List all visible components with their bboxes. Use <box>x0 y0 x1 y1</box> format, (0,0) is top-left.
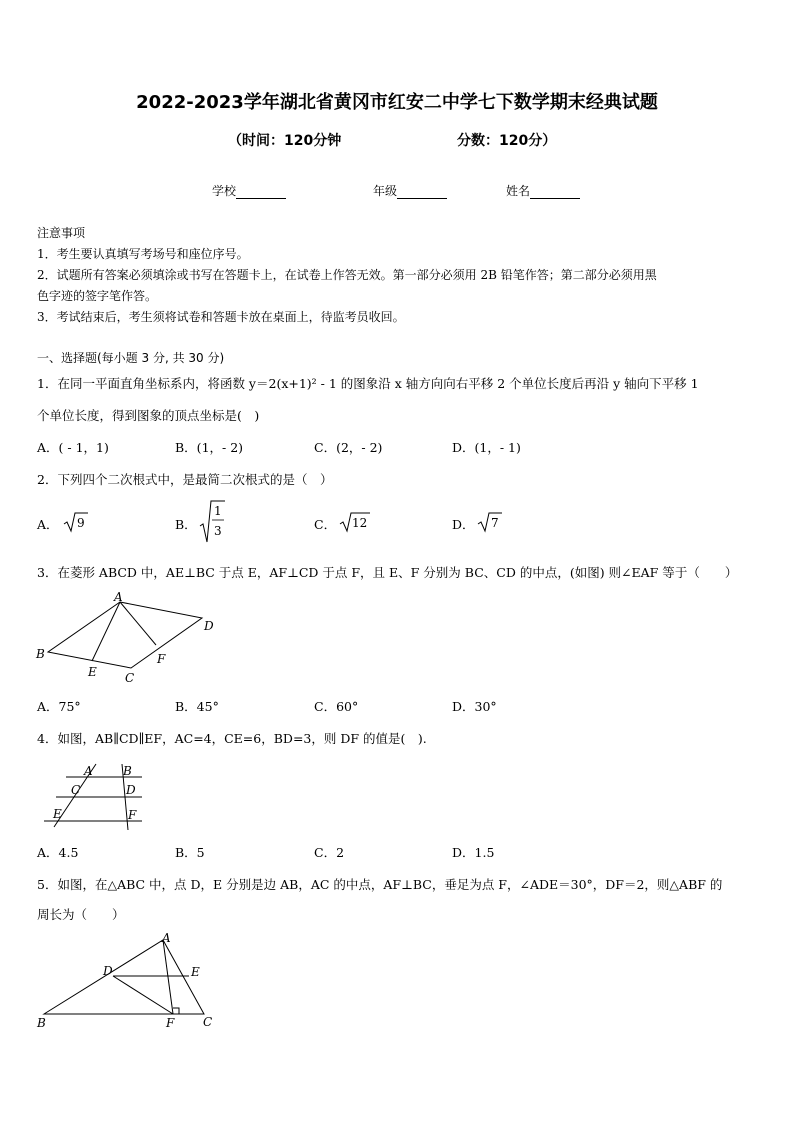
q2-option-a[interactable] <box>37 515 59 533</box>
q1-option-d[interactable]: D．(1，- 1) <box>452 440 521 455</box>
q3-option-d[interactable]: D．30° <box>452 699 497 714</box>
q4-label-c: C <box>71 783 81 797</box>
q2-d-radical <box>477 510 503 534</box>
q2-a-radicand: 9 <box>77 516 85 530</box>
note-item: 1．考生要认真填写考场号和座位序号。 <box>37 247 249 261</box>
school-blank[interactable] <box>236 186 286 199</box>
note-item: 2．试题所有答案必须填涂或书写在答题卡上，在试卷上作答无效。第一部分必须用 2B 铅笔作答；第二部分必须用黑 <box>37 268 657 282</box>
q4-option-a[interactable]: A．4.5 <box>37 845 79 860</box>
grade-field <box>373 182 447 199</box>
time-label: （时间：120分钟 <box>228 133 342 149</box>
grade-label: 年级 <box>373 184 398 198</box>
q3-label-f: F <box>157 652 166 666</box>
q2-option-b-label: B． <box>175 517 197 532</box>
q2-c-radicand: 12 <box>352 516 368 530</box>
notes-heading: 注意事项 <box>37 226 86 240</box>
q4-option-b[interactable]: B．5 <box>175 845 205 860</box>
q3-option-a[interactable]: A．75° <box>37 699 81 714</box>
q4-parallel-lines-figure <box>38 760 158 832</box>
q2-d-radicand: 7 <box>491 516 499 530</box>
q2-option-a-label: A． <box>37 517 59 532</box>
q5-label-f: F <box>166 1016 175 1030</box>
q2-option-c[interactable] <box>314 515 336 533</box>
q4-option-d[interactable]: D．1.5 <box>452 845 495 860</box>
q2-option-c-label: C． <box>314 517 337 532</box>
q4-label-f: F <box>128 808 137 822</box>
q4-label-e: E <box>53 807 62 821</box>
q3-option-b[interactable]: B．45° <box>175 699 219 714</box>
q4-option-c[interactable]: C．2 <box>314 845 345 860</box>
q5-stem-line2: 周长为（ ） <box>37 907 125 922</box>
q3-label-a: A <box>114 590 123 604</box>
q5-stem-line1: 5．如图，在△ABC 中，点 D，E 分别是边 AB，AC 的中点，AF⊥BC，垂足为点 F，∠ADE＝30°，DF＝2，则△ABF 的 <box>37 877 723 892</box>
q5-label-a: A <box>162 931 171 945</box>
name-blank[interactable] <box>530 186 580 199</box>
q2-stem: 2．下列四个二次根式中，是最简二次根式的是（ ） <box>37 472 333 487</box>
q3-rhombus-figure <box>30 588 230 688</box>
q3-option-c[interactable]: C．60° <box>314 699 359 714</box>
q1-option-c[interactable]: C．(2，- 2) <box>314 440 383 455</box>
q1-option-b[interactable]: B．(1，- 2) <box>175 440 244 455</box>
school-field <box>212 182 286 199</box>
q2-option-b[interactable] <box>175 515 197 533</box>
q4-label-b: B <box>123 764 132 778</box>
q4-stem: 4．如图，AB∥CD∥EF，AC=4，CE=6，BD=3，则 DF 的值是( ). <box>37 731 427 746</box>
name-field <box>506 182 580 199</box>
q3-label-e: E <box>88 665 97 679</box>
q4-label-d: D <box>126 783 136 797</box>
q2-b-numerator: 1 <box>214 504 222 518</box>
grade-blank[interactable] <box>397 186 447 199</box>
q5-label-d: D <box>103 964 113 978</box>
q2-a-radical <box>63 510 89 534</box>
section-heading: 一、选择题(每小题 3 分, 共 30 分) <box>37 351 225 365</box>
note-item: 3．考试结束后，考生须将试卷和答题卡放在桌面上，待监考员收回。 <box>37 310 405 324</box>
q3-label-b: B <box>36 647 45 661</box>
school-label: 学校 <box>212 184 237 198</box>
q2-option-d[interactable] <box>452 515 475 533</box>
exam-title: 2022-2023学年湖北省黄冈市红安二中学七下数学期末经典试题 <box>136 92 658 113</box>
q2-b-radical <box>199 498 227 544</box>
q5-label-c: C <box>203 1015 213 1029</box>
q2-b-denominator: 3 <box>214 524 222 538</box>
q5-label-b: B <box>37 1016 46 1030</box>
q2-c-radical <box>339 510 371 534</box>
q5-triangle-figure <box>30 930 230 1030</box>
q5-label-e: E <box>191 965 200 979</box>
name-label: 姓名 <box>506 184 531 198</box>
q3-label-d: D <box>204 619 214 633</box>
q1-stem-line2: 个单位长度，得到图象的顶点坐标是( ) <box>37 408 260 423</box>
q2-option-d-label: D． <box>452 517 475 532</box>
q3-label-c: C <box>125 671 135 685</box>
note-item: 色字迹的签字笔作答。 <box>37 289 158 303</box>
score-label: 分数：120分） <box>457 133 557 149</box>
q3-stem: 3．在菱形 ABCD 中，AE⊥BC 于点 E，AF⊥CD 于点 F，且 E、F 分别为 BC、CD 的中点，(如图) 则∠EAF 等于（ ） <box>37 565 738 580</box>
q1-stem-line1: 1．在同一平面直角坐标系内，将函数 y＝2(x+1)² - 1 的图象沿 x 轴方向向右平移 2 个单位长度后再沿 y 轴向下平移 1 <box>37 376 699 391</box>
q4-label-a: A <box>84 764 93 778</box>
q1-option-a[interactable]: A．( - 1，1) <box>37 440 109 455</box>
